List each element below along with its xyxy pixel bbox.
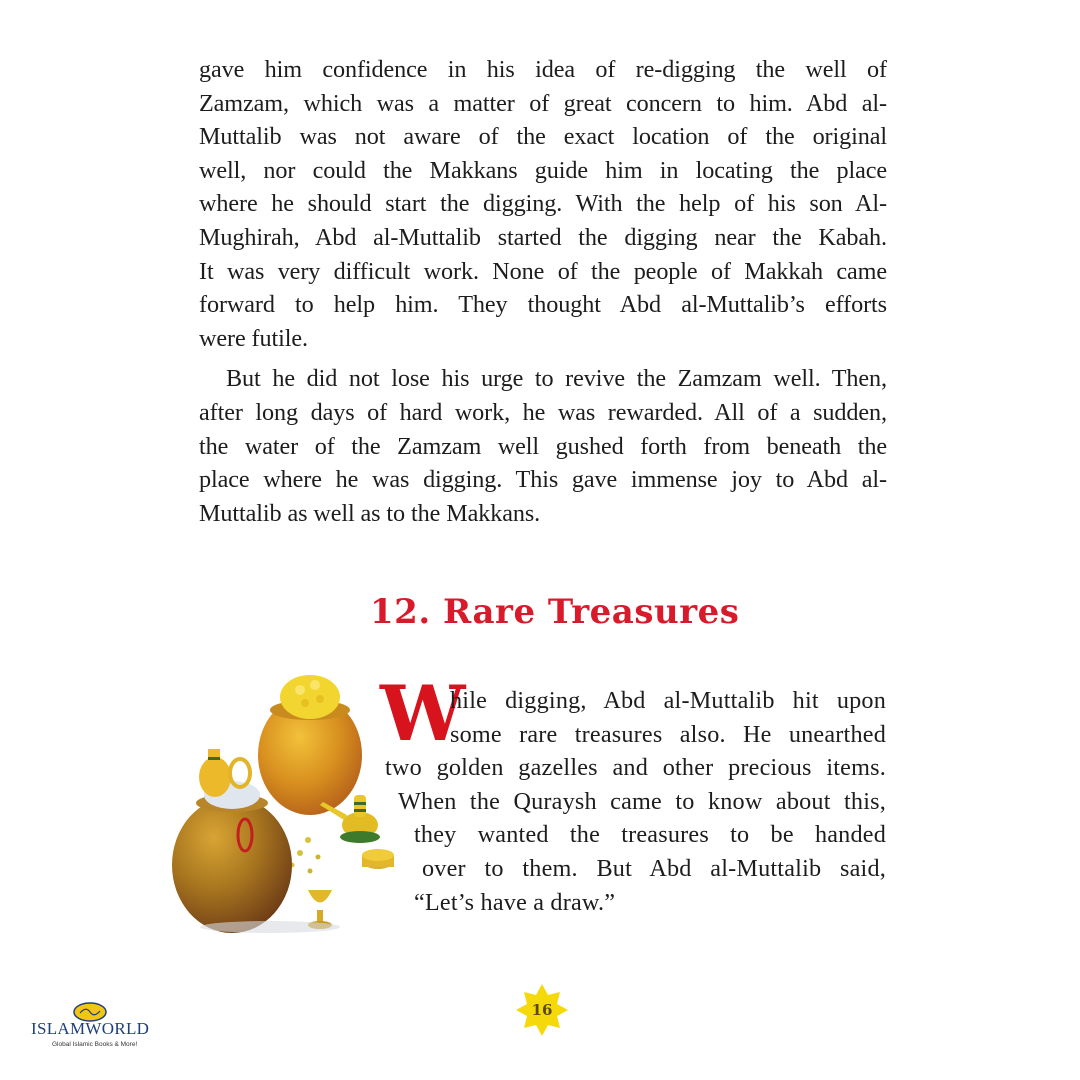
text-line: forward to help him. They thought Abd al-Muttalib’s efforts — [199, 291, 887, 319]
page-number: 16 — [531, 1001, 553, 1019]
treasure-pots-illustration — [160, 665, 400, 940]
chapter-title: 12. Rare Treasures — [370, 592, 740, 632]
text-line: where he should start the digging. With the help of his son Al- — [199, 190, 887, 218]
text-line: When the Quraysh came to know about this, — [398, 788, 886, 815]
text-line: the water of the Zamzam well gushed forth from beneath the — [199, 432, 887, 460]
text-line: hile digging, Abd al-Muttalib hit upon — [450, 687, 886, 714]
text-line: place where he was digging. This gave immense joy to Abd al- — [199, 466, 887, 494]
text-line: Muttalib was not aware of the exact location of the original — [199, 123, 887, 151]
text-line: Zamzam, which was a matter of great concern to him. Abd al- — [199, 89, 887, 117]
islamworld-logo — [28, 1002, 153, 1052]
text-line: well, nor could the Makkans guide him in locating the place — [199, 156, 887, 184]
page-number-badge — [514, 982, 570, 1038]
text-line: Muttalib as well as to the Makkans. — [199, 499, 541, 527]
text-line: two golden gazelles and other precious items. — [385, 754, 886, 781]
text-line: they wanted the treasures to be handed — [414, 821, 886, 848]
brand-name: ISLAMWORLD — [31, 1019, 150, 1038]
text-line: over to them. But Abd al-Muttalib said, — [422, 855, 886, 882]
paragraph-1 — [199, 53, 887, 355]
drop-cap: W — [380, 669, 466, 758]
text-line: “Let’s have a draw.” — [414, 889, 616, 916]
brand-tagline: Global Islamic Books & More! — [52, 1041, 138, 1048]
text-line: were futile. — [199, 324, 308, 352]
text-line: It was very difficult work. None of the people of Makkah came — [199, 257, 887, 285]
text-line: gave him confidence in his idea of re-digging the well of — [199, 56, 887, 83]
paragraph-2 — [199, 362, 887, 530]
text-line: But he did not lose his urge to revive the Zamzam well. Then, — [226, 365, 887, 393]
text-line: Mughirah, Abd al-Muttalib started the digging near the Kabah. — [199, 223, 887, 251]
text-line: some rare treasures also. He unearthed — [450, 721, 886, 748]
body-text — [199, 53, 887, 530]
text-line: after long days of hard work, he was rewarded. All of a sudden, — [199, 398, 887, 426]
